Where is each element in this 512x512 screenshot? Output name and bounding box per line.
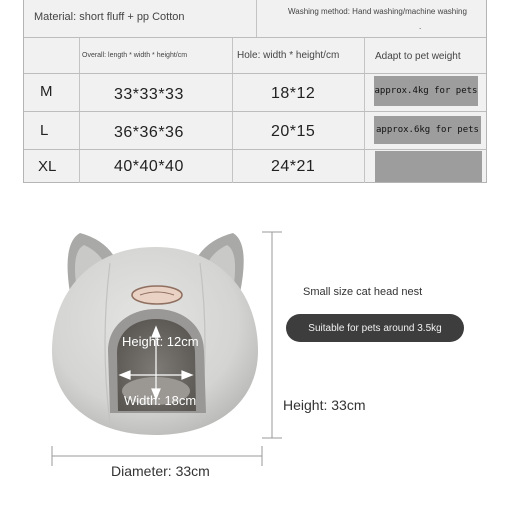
washing-dot: .	[419, 22, 422, 31]
diameter-label: Diameter: 33cm	[111, 463, 210, 479]
header-hole: Hole: width * height/cm	[237, 50, 340, 61]
header-overall: Overall: length * width * height/cm	[82, 52, 188, 59]
height-label: Height: 33cm	[283, 397, 366, 413]
overall-value: 33*33*33	[114, 86, 184, 103]
inner-width-label: Width: 18cm	[124, 393, 197, 408]
size-label: L	[40, 122, 49, 139]
overall-value: 36*36*36	[114, 124, 184, 141]
weight-value: approx.4kg for pets	[374, 86, 478, 96]
size-label: M	[40, 83, 53, 100]
header-weight: Adapt to pet weight	[375, 51, 461, 62]
size-label: XL	[38, 158, 57, 175]
suitable-badge	[286, 314, 464, 342]
weight-value: approx.6kg for pets	[376, 125, 479, 135]
hole-value: 18*12	[271, 85, 316, 102]
product-title: Small size cat head nest	[303, 286, 423, 298]
inner-height-label: Height: 12cm	[122, 334, 199, 349]
overall-value: 40*40*40	[114, 158, 184, 175]
suitable-text: Suitable for pets around 3.5kg	[308, 322, 442, 334]
washing-text: Washing method: Hand washing/machine washing	[288, 7, 467, 16]
material-text: Material: short fluff + pp Cotton	[34, 11, 185, 23]
hole-value: 20*15	[271, 123, 316, 140]
hole-value: 24*21	[271, 158, 316, 175]
